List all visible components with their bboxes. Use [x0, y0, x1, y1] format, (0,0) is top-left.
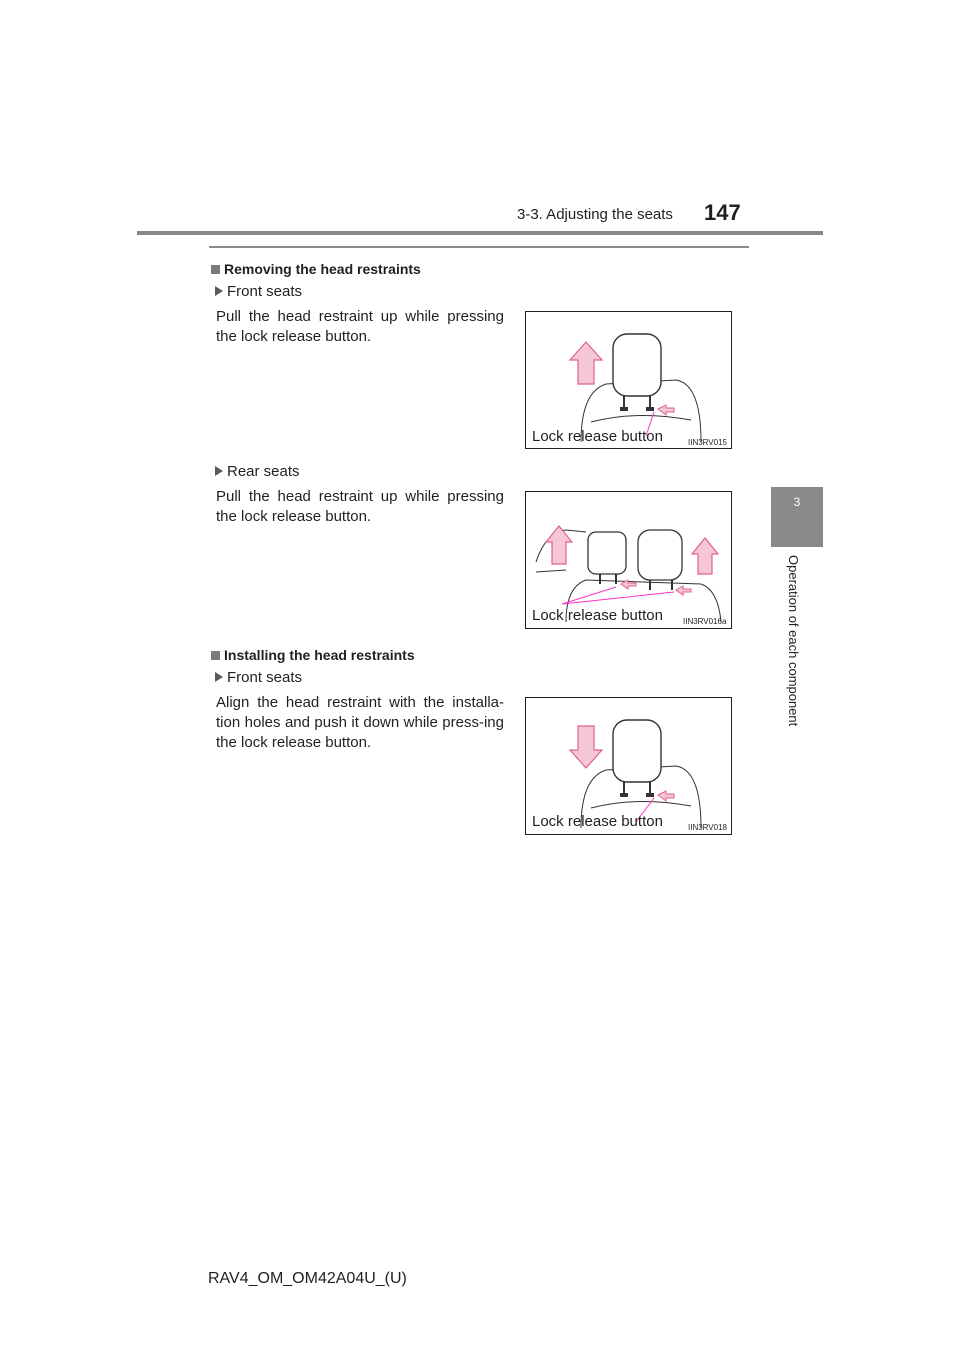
figure-code: IIN3RV015	[688, 438, 727, 447]
instruction-text: Pull the head restraint up while pressing the lock release button.	[216, 308, 504, 345]
header-section-title: 3-3. Adjusting the seats	[517, 206, 673, 223]
chapter-tab-number: 3	[793, 495, 801, 509]
instruction-text: Align the head restraint with the installa-tion holes and push it down while press-ing the lock release button.	[216, 694, 504, 751]
figure-code: IIN3RV016a	[683, 617, 727, 626]
square-bullet-icon	[211, 265, 220, 274]
subheading-rear-seats: Rear seats	[215, 463, 300, 480]
square-bullet-icon	[211, 651, 220, 660]
triangle-bullet-icon	[215, 466, 223, 476]
footer-model-code: RAV4_OM_OM42A04U_(U)	[208, 1270, 407, 1287]
chapter-tab-title: Operation of each component	[786, 555, 801, 727]
subheading-front-seats: Front seats	[215, 283, 302, 300]
figure-label: Lock release button	[532, 813, 663, 830]
down-arrow-icon	[570, 726, 602, 768]
figure-code: IIN3RV018	[688, 823, 727, 832]
header-divider	[137, 231, 823, 235]
figure-label: Lock release button	[532, 607, 663, 624]
triangle-bullet-icon	[215, 672, 223, 682]
subheading-front-seats: Front seats	[215, 669, 302, 686]
page-number: 147	[704, 200, 741, 225]
triangle-bullet-icon	[215, 286, 223, 296]
figure-label: Lock release button	[532, 428, 663, 445]
up-arrow-icon	[546, 526, 572, 564]
up-arrow-icon	[692, 538, 718, 574]
section-heading-removing: Removing the head restraints	[211, 261, 421, 277]
up-arrow-icon	[570, 342, 602, 384]
section-heading-installing: Installing the head restraints	[211, 647, 415, 663]
section-divider	[209, 246, 749, 248]
instruction-text: Pull the head restraint up while pressing the lock release button.	[216, 488, 504, 525]
